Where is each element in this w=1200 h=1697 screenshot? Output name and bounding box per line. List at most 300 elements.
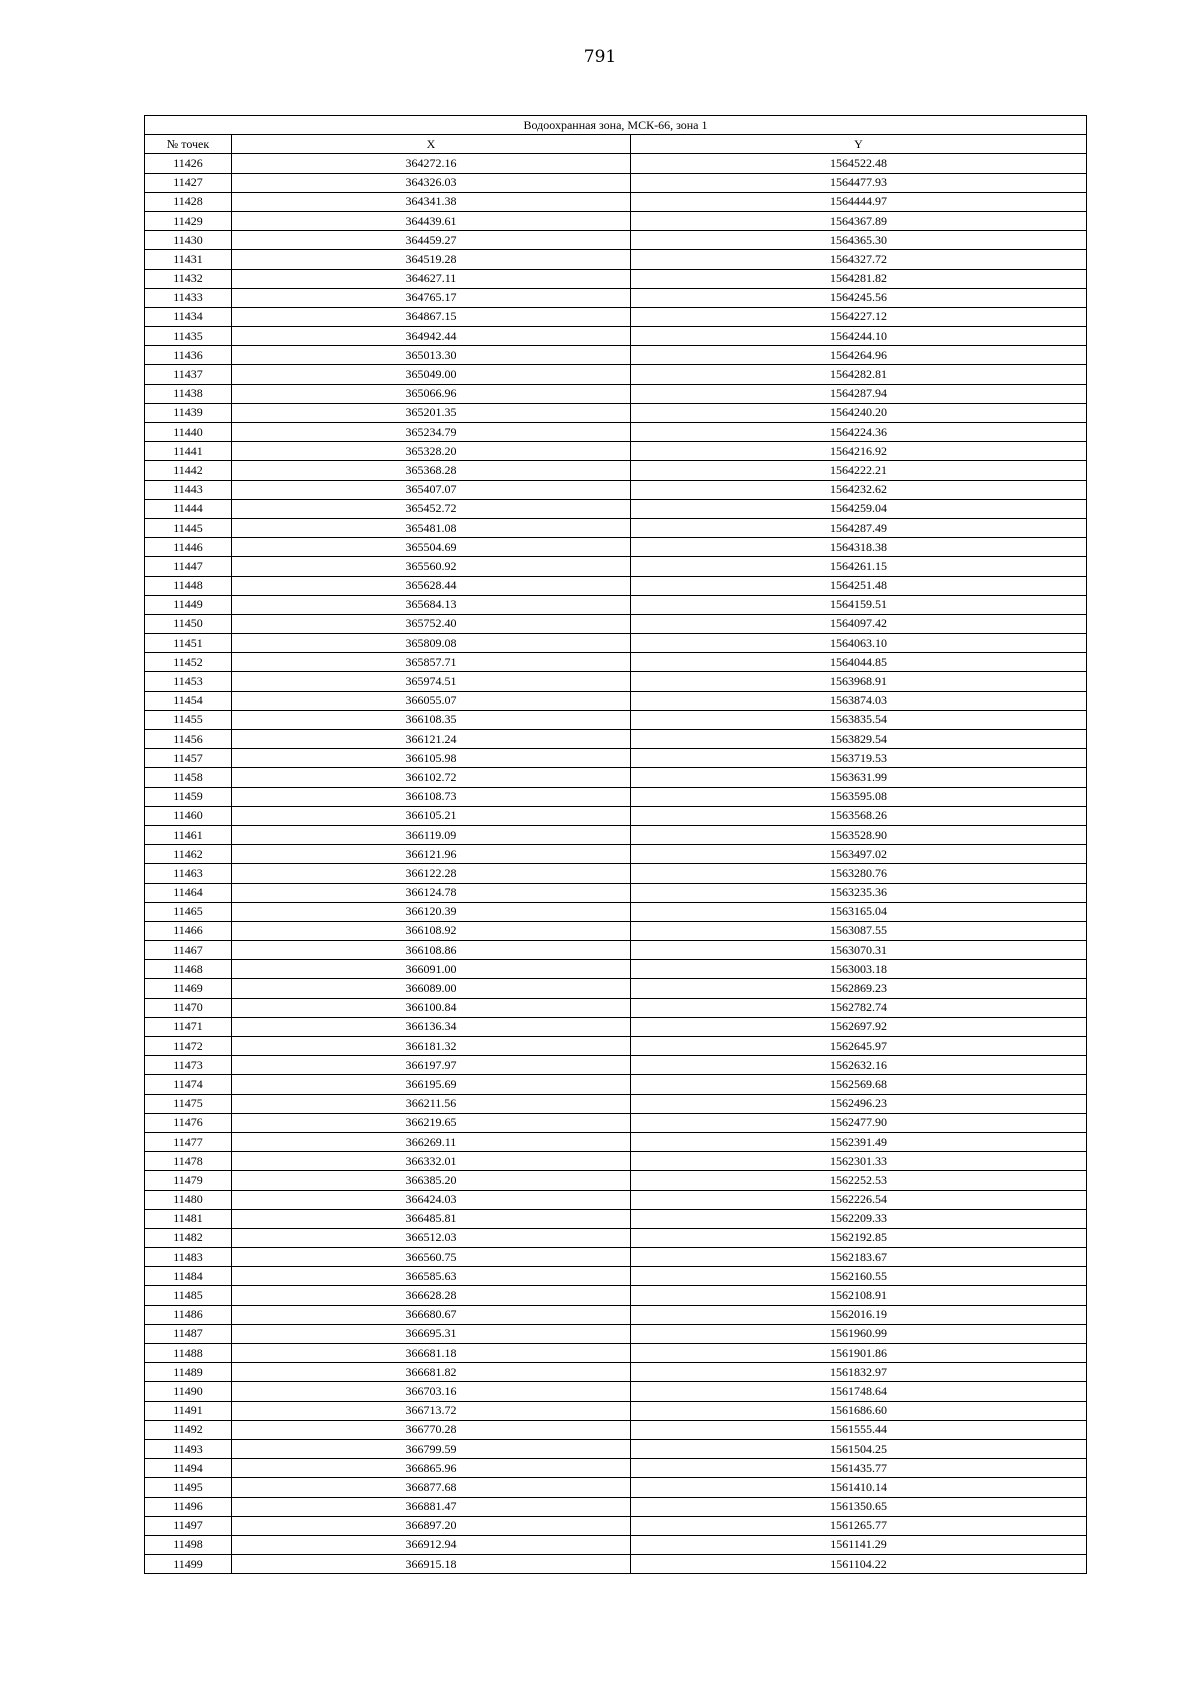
cell-y: 1564327.72: [631, 250, 1087, 269]
cell-point-number: 11455: [145, 710, 232, 729]
cell-y: 1564287.94: [631, 384, 1087, 403]
table-row: [145, 845, 1087, 864]
cell-y: 1564097.42: [631, 614, 1087, 633]
table-row: [145, 960, 1087, 979]
cell-point-number: 11470: [145, 998, 232, 1017]
cell-y: 1563235.36: [631, 883, 1087, 902]
cell-x: 366897.20: [232, 1516, 631, 1535]
cell-point-number: 11452: [145, 653, 232, 672]
table-row: [145, 1363, 1087, 1382]
table-row: [145, 1535, 1087, 1554]
table-row: [145, 998, 1087, 1017]
table-row: [145, 595, 1087, 614]
cell-point-number: 11460: [145, 806, 232, 825]
cell-y: 1561555.44: [631, 1420, 1087, 1439]
table-row: [145, 499, 1087, 518]
cell-y: 1564261.15: [631, 557, 1087, 576]
cell-y: 1561350.65: [631, 1497, 1087, 1516]
cell-x: 365857.71: [232, 653, 631, 672]
cell-y: 1562632.16: [631, 1056, 1087, 1075]
cell-point-number: 11445: [145, 518, 232, 537]
cell-x: 366195.69: [232, 1075, 631, 1094]
cell-point-number: 11486: [145, 1305, 232, 1324]
cell-point-number: 11496: [145, 1497, 232, 1516]
cell-y: 1564477.93: [631, 173, 1087, 192]
cell-point-number: 11488: [145, 1344, 232, 1363]
cell-x: 365684.13: [232, 595, 631, 614]
table-row: [145, 307, 1087, 326]
cell-y: 1563165.04: [631, 902, 1087, 921]
cell-x: 366424.03: [232, 1190, 631, 1209]
cell-y: 1564244.10: [631, 327, 1087, 346]
table-row: [145, 864, 1087, 883]
coordinates-table: [144, 115, 1087, 1574]
cell-x: 366332.01: [232, 1152, 631, 1171]
table-row: [145, 346, 1087, 365]
cell-x: 366108.92: [232, 921, 631, 940]
cell-point-number: 11459: [145, 787, 232, 806]
table-row: [145, 1305, 1087, 1324]
cell-point-number: 11472: [145, 1037, 232, 1056]
cell-y: 1562209.33: [631, 1209, 1087, 1228]
cell-x: 366120.39: [232, 902, 631, 921]
cell-y: 1563003.18: [631, 960, 1087, 979]
cell-y: 1564159.51: [631, 595, 1087, 614]
table-row: [145, 941, 1087, 960]
cell-point-number: 11437: [145, 365, 232, 384]
cell-y: 1564259.04: [631, 499, 1087, 518]
cell-y: 1563595.08: [631, 787, 1087, 806]
table-row: [145, 653, 1087, 672]
cell-x: 366100.84: [232, 998, 631, 1017]
table-header-row: [145, 135, 1087, 154]
cell-point-number: 11438: [145, 384, 232, 403]
table-row: [145, 1037, 1087, 1056]
table-row: [145, 1228, 1087, 1247]
cell-y: 1561960.99: [631, 1324, 1087, 1343]
table-row: [145, 1248, 1087, 1267]
cell-x: 365234.79: [232, 423, 631, 442]
table-row: [145, 1555, 1087, 1574]
cell-point-number: 11498: [145, 1535, 232, 1554]
cell-point-number: 11447: [145, 557, 232, 576]
cell-point-number: 11461: [145, 825, 232, 844]
table-row: [145, 1017, 1087, 1036]
cell-y: 1561265.77: [631, 1516, 1087, 1535]
cell-y: 1564522.48: [631, 154, 1087, 173]
cell-y: 1564240.20: [631, 403, 1087, 422]
cell-x: 365407.07: [232, 480, 631, 499]
table-row: [145, 614, 1087, 633]
cell-y: 1564216.92: [631, 442, 1087, 461]
cell-y: 1563528.90: [631, 825, 1087, 844]
table-row: [145, 576, 1087, 595]
cell-point-number: 11426: [145, 154, 232, 173]
table-row: [145, 710, 1087, 729]
cell-x: 366770.28: [232, 1420, 631, 1439]
cell-point-number: 11492: [145, 1420, 232, 1439]
cell-y: 1564287.49: [631, 518, 1087, 537]
cell-x: 365013.30: [232, 346, 631, 365]
cell-point-number: 11482: [145, 1228, 232, 1247]
cell-x: 366881.47: [232, 1497, 631, 1516]
table-row: [145, 806, 1087, 825]
cell-x: 364272.16: [232, 154, 631, 173]
table-head: [145, 116, 1087, 154]
cell-point-number: 11443: [145, 480, 232, 499]
table-row: [145, 1152, 1087, 1171]
cell-point-number: 11433: [145, 288, 232, 307]
table-row: [145, 231, 1087, 250]
table-row: [145, 1459, 1087, 1478]
table-row: [145, 672, 1087, 691]
cell-y: 1564222.21: [631, 461, 1087, 480]
table-row: [145, 1401, 1087, 1420]
cell-y: 1562782.74: [631, 998, 1087, 1017]
table-row: [145, 1113, 1087, 1132]
cell-x: 364765.17: [232, 288, 631, 307]
cell-x: 366105.98: [232, 749, 631, 768]
cell-y: 1564232.62: [631, 480, 1087, 499]
cell-y: 1563719.53: [631, 749, 1087, 768]
table-row: [145, 480, 1087, 499]
cell-y: 1561104.22: [631, 1555, 1087, 1574]
cell-y: 1562391.49: [631, 1132, 1087, 1151]
cell-x: 366108.73: [232, 787, 631, 806]
table-row: [145, 921, 1087, 940]
cell-point-number: 11481: [145, 1209, 232, 1228]
cell-x: 366799.59: [232, 1439, 631, 1458]
cell-y: 1561141.29: [631, 1535, 1087, 1554]
cell-point-number: 11497: [145, 1516, 232, 1535]
cell-x: 366091.00: [232, 960, 631, 979]
table-row: [145, 1286, 1087, 1305]
cell-y: 1562869.23: [631, 979, 1087, 998]
cell-x: 364459.27: [232, 231, 631, 250]
cell-x: 366703.16: [232, 1382, 631, 1401]
cell-x: 365452.72: [232, 499, 631, 518]
table-row: [145, 1497, 1087, 1516]
cell-x: 366121.24: [232, 730, 631, 749]
cell-point-number: 11464: [145, 883, 232, 902]
table-row: [145, 883, 1087, 902]
cell-x: 366680.67: [232, 1305, 631, 1324]
cell-x: 365368.28: [232, 461, 631, 480]
table-row: [145, 1094, 1087, 1113]
page-number: 791: [583, 47, 617, 67]
cell-point-number: 11462: [145, 845, 232, 864]
cell-x: 366121.96: [232, 845, 631, 864]
table-row: [145, 269, 1087, 288]
table-row: [145, 825, 1087, 844]
cell-x: 366211.56: [232, 1094, 631, 1113]
table-row: [145, 1478, 1087, 1497]
cell-x: 365328.20: [232, 442, 631, 461]
cell-x: 365201.35: [232, 403, 631, 422]
cell-point-number: 11430: [145, 231, 232, 250]
cell-y: 1564251.48: [631, 576, 1087, 595]
cell-y: 1563835.54: [631, 710, 1087, 729]
cell-y: 1563568.26: [631, 806, 1087, 825]
cell-x: 366122.28: [232, 864, 631, 883]
cell-x: 366136.34: [232, 1017, 631, 1036]
cell-x: 366385.20: [232, 1171, 631, 1190]
table-row: [145, 1382, 1087, 1401]
cell-point-number: 11440: [145, 423, 232, 442]
cell-point-number: 11441: [145, 442, 232, 461]
table-row: [145, 1439, 1087, 1458]
cell-y: 1564245.56: [631, 288, 1087, 307]
cell-x: 366219.65: [232, 1113, 631, 1132]
cell-point-number: 11479: [145, 1171, 232, 1190]
cell-x: 365481.08: [232, 518, 631, 537]
cell-point-number: 11428: [145, 192, 232, 211]
cell-x: 365628.44: [232, 576, 631, 595]
cell-point-number: 11476: [145, 1113, 232, 1132]
cell-x: 366681.82: [232, 1363, 631, 1382]
cell-y: 1564365.30: [631, 231, 1087, 250]
cell-x: 366912.94: [232, 1535, 631, 1554]
table-row: [145, 461, 1087, 480]
cell-y: 1562477.90: [631, 1113, 1087, 1132]
table-row: [145, 1344, 1087, 1363]
table-row: [145, 288, 1087, 307]
cell-point-number: 11442: [145, 461, 232, 480]
cell-point-number: 11467: [145, 941, 232, 960]
table-title-row: [145, 116, 1087, 135]
cell-y: 1564282.81: [631, 365, 1087, 384]
cell-y: 1561832.97: [631, 1363, 1087, 1382]
table-row: [145, 327, 1087, 346]
cell-x: 366181.32: [232, 1037, 631, 1056]
cell-x: 366269.11: [232, 1132, 631, 1151]
cell-y: 1564227.12: [631, 307, 1087, 326]
cell-y: 1561686.60: [631, 1401, 1087, 1420]
cell-x: 366089.00: [232, 979, 631, 998]
cell-point-number: 11491: [145, 1401, 232, 1420]
cell-x: 366119.09: [232, 825, 631, 844]
cell-x: 366915.18: [232, 1555, 631, 1574]
cell-point-number: 11495: [145, 1478, 232, 1497]
cell-point-number: 11454: [145, 691, 232, 710]
cell-x: 366105.21: [232, 806, 631, 825]
cell-point-number: 11490: [145, 1382, 232, 1401]
cell-y: 1563874.03: [631, 691, 1087, 710]
cell-y: 1562301.33: [631, 1152, 1087, 1171]
cell-x: 364519.28: [232, 250, 631, 269]
cell-y: 1561748.64: [631, 1382, 1087, 1401]
table-row: [145, 979, 1087, 998]
cell-y: 1563070.31: [631, 941, 1087, 960]
cell-x: 366585.63: [232, 1267, 631, 1286]
cell-x: 365809.08: [232, 634, 631, 653]
cell-x: 364439.61: [232, 211, 631, 230]
cell-x: 365752.40: [232, 614, 631, 633]
cell-y: 1563087.55: [631, 921, 1087, 940]
cell-y: 1564224.36: [631, 423, 1087, 442]
cell-point-number: 11458: [145, 768, 232, 787]
cell-x: 364627.11: [232, 269, 631, 288]
cell-point-number: 11483: [145, 1248, 232, 1267]
cell-point-number: 11435: [145, 327, 232, 346]
cell-x: 366197.97: [232, 1056, 631, 1075]
cell-y: 1562252.53: [631, 1171, 1087, 1190]
table-row: [145, 423, 1087, 442]
table-row: [145, 730, 1087, 749]
table-row: [145, 211, 1087, 230]
cell-y: 1562569.68: [631, 1075, 1087, 1094]
cell-point-number: 11469: [145, 979, 232, 998]
cell-point-number: 11431: [145, 250, 232, 269]
cell-y: 1564318.38: [631, 538, 1087, 557]
cell-y: 1562183.67: [631, 1248, 1087, 1267]
cell-x: 365560.92: [232, 557, 631, 576]
cell-point-number: 11451: [145, 634, 232, 653]
table-row: [145, 691, 1087, 710]
cell-point-number: 11444: [145, 499, 232, 518]
cell-point-number: 11485: [145, 1286, 232, 1305]
table-body: [145, 154, 1087, 1574]
table-row: [145, 365, 1087, 384]
cell-x: 366681.18: [232, 1344, 631, 1363]
table-row: [145, 518, 1087, 537]
cell-y: 1564444.97: [631, 192, 1087, 211]
cell-x: 364341.38: [232, 192, 631, 211]
header-y: Y: [631, 135, 1087, 154]
cell-y: 1562016.19: [631, 1305, 1087, 1324]
cell-point-number: 11434: [145, 307, 232, 326]
table-row: [145, 442, 1087, 461]
cell-x: 364867.15: [232, 307, 631, 326]
cell-y: 1562160.55: [631, 1267, 1087, 1286]
cell-point-number: 11466: [145, 921, 232, 940]
cell-y: 1562496.23: [631, 1094, 1087, 1113]
cell-x: 366108.35: [232, 710, 631, 729]
header-x: X: [232, 135, 631, 154]
cell-point-number: 11463: [145, 864, 232, 883]
cell-y: 1561901.86: [631, 1344, 1087, 1363]
cell-y: 1561410.14: [631, 1478, 1087, 1497]
cell-point-number: 11436: [145, 346, 232, 365]
cell-x: 366713.72: [232, 1401, 631, 1420]
cell-x: 366108.86: [232, 941, 631, 960]
cell-point-number: 11473: [145, 1056, 232, 1075]
cell-point-number: 11468: [145, 960, 232, 979]
cell-point-number: 11493: [145, 1439, 232, 1458]
table-row: [145, 902, 1087, 921]
cell-x: 365974.51: [232, 672, 631, 691]
cell-point-number: 11446: [145, 538, 232, 557]
cell-y: 1563829.54: [631, 730, 1087, 749]
cell-y: 1563968.91: [631, 672, 1087, 691]
cell-point-number: 11432: [145, 269, 232, 288]
table-row: [145, 1132, 1087, 1151]
table-row: [145, 1190, 1087, 1209]
table-row: [145, 1209, 1087, 1228]
cell-y: 1562108.91: [631, 1286, 1087, 1305]
cell-point-number: 11457: [145, 749, 232, 768]
cell-point-number: 11478: [145, 1152, 232, 1171]
table-row: [145, 1267, 1087, 1286]
cell-y: 1562192.85: [631, 1228, 1087, 1247]
cell-point-number: 11471: [145, 1017, 232, 1036]
table-row: [145, 192, 1087, 211]
cell-point-number: 11439: [145, 403, 232, 422]
cell-x: 365049.00: [232, 365, 631, 384]
table-row: [145, 538, 1087, 557]
cell-point-number: 11484: [145, 1267, 232, 1286]
table-row: [145, 634, 1087, 653]
table-row: [145, 1516, 1087, 1535]
header-point-number: № точек: [145, 135, 232, 154]
cell-x: 366485.81: [232, 1209, 631, 1228]
cell-point-number: 11465: [145, 902, 232, 921]
cell-x: 364326.03: [232, 173, 631, 192]
table-row: [145, 1420, 1087, 1439]
cell-point-number: 11477: [145, 1132, 232, 1151]
cell-y: 1564264.96: [631, 346, 1087, 365]
table-row: [145, 154, 1087, 173]
cell-x: 366877.68: [232, 1478, 631, 1497]
cell-point-number: 11448: [145, 576, 232, 595]
cell-y: 1564367.89: [631, 211, 1087, 230]
cell-x: 365504.69: [232, 538, 631, 557]
table-row: [145, 173, 1087, 192]
cell-point-number: 11475: [145, 1094, 232, 1113]
cell-point-number: 11429: [145, 211, 232, 230]
cell-y: 1562645.97: [631, 1037, 1087, 1056]
cell-point-number: 11427: [145, 173, 232, 192]
cell-y: 1564044.85: [631, 653, 1087, 672]
cell-x: 366102.72: [232, 768, 631, 787]
cell-point-number: 11456: [145, 730, 232, 749]
cell-x: 366865.96: [232, 1459, 631, 1478]
cell-y: 1563631.99: [631, 768, 1087, 787]
cell-y: 1562226.54: [631, 1190, 1087, 1209]
table-row: [145, 1171, 1087, 1190]
table-row: [145, 1056, 1087, 1075]
cell-x: 366124.78: [232, 883, 631, 902]
cell-x: 366055.07: [232, 691, 631, 710]
cell-point-number: 11474: [145, 1075, 232, 1094]
cell-point-number: 11489: [145, 1363, 232, 1382]
cell-y: 1561435.77: [631, 1459, 1087, 1478]
cell-y: 1562697.92: [631, 1017, 1087, 1036]
cell-y: 1564281.82: [631, 269, 1087, 288]
table-row: [145, 403, 1087, 422]
cell-x: 366628.28: [232, 1286, 631, 1305]
table-row: [145, 787, 1087, 806]
table-row: [145, 250, 1087, 269]
cell-x: 364942.44: [232, 327, 631, 346]
table-row: [145, 768, 1087, 787]
table-row: [145, 1075, 1087, 1094]
cell-y: 1564063.10: [631, 634, 1087, 653]
cell-x: 366512.03: [232, 1228, 631, 1247]
cell-point-number: 11450: [145, 614, 232, 633]
cell-point-number: 11499: [145, 1555, 232, 1574]
cell-point-number: 11480: [145, 1190, 232, 1209]
cell-y: 1561504.25: [631, 1439, 1087, 1458]
cell-x: 366695.31: [232, 1324, 631, 1343]
cell-y: 1563280.76: [631, 864, 1087, 883]
cell-point-number: 11453: [145, 672, 232, 691]
cell-point-number: 11449: [145, 595, 232, 614]
table-row: [145, 749, 1087, 768]
cell-y: 1563497.02: [631, 845, 1087, 864]
cell-point-number: 11494: [145, 1459, 232, 1478]
table-row: [145, 384, 1087, 403]
